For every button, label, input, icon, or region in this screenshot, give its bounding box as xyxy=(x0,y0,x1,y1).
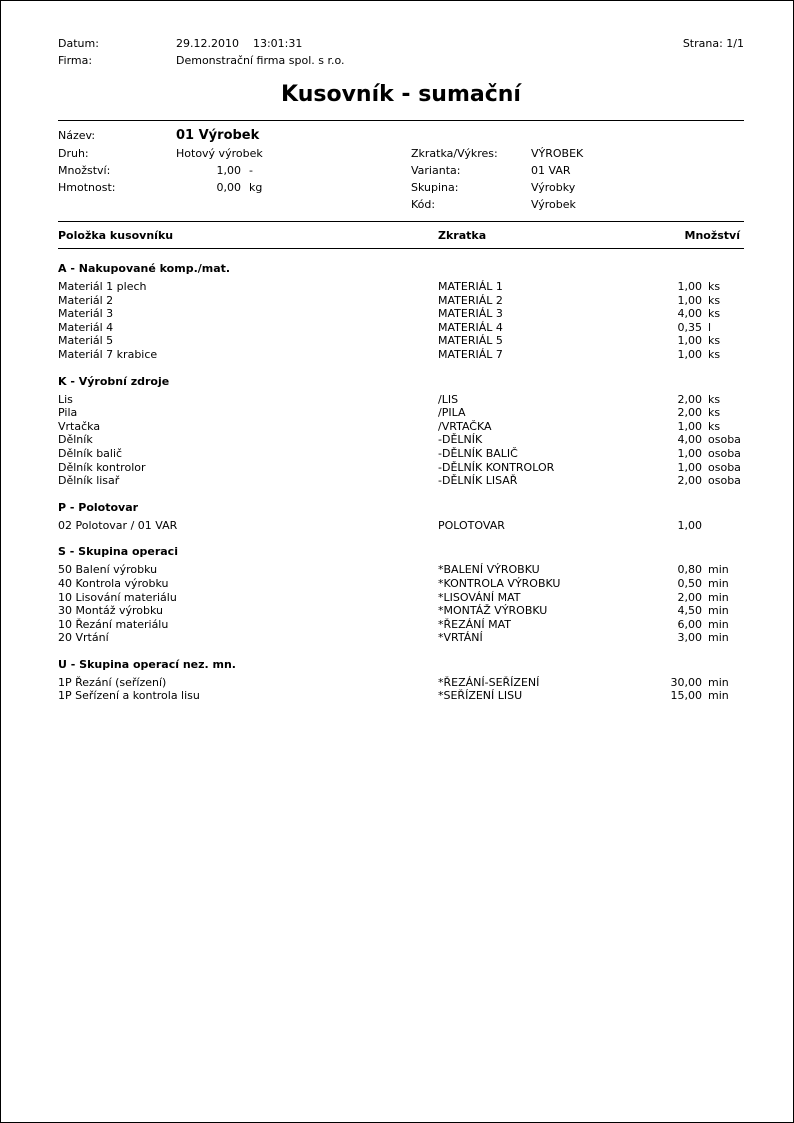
table-row xyxy=(58,577,744,591)
table-row xyxy=(58,348,744,362)
row-item: Materiál 3 xyxy=(58,307,114,321)
row-code: *MONTÁŽ VÝROBKU xyxy=(438,604,548,618)
date-value: 29.12.2010 13:01:31 xyxy=(176,37,303,50)
row-item: Materiál 4 xyxy=(58,320,114,334)
table-row xyxy=(58,294,744,308)
table-header xyxy=(58,222,744,248)
row-code: *KONTROLA VÝROBKU xyxy=(438,576,561,590)
bom-section xyxy=(58,501,744,533)
nazev-value: 01 Výrobek xyxy=(176,128,260,143)
row-item: 02 Polotovar / 01 VAR xyxy=(58,518,178,532)
report-header xyxy=(58,37,744,68)
row-item: 50 Balení výrobku xyxy=(58,563,158,577)
row-item: Dělník xyxy=(58,433,93,447)
row-unit: min xyxy=(708,631,729,645)
row-qty: 6,00 xyxy=(677,617,702,631)
report-content xyxy=(1,1,793,703)
nazev-label: Název: xyxy=(58,129,96,142)
row-item: 1P Seřízení a kontrola lisu xyxy=(58,689,200,703)
divider-table-header xyxy=(58,248,744,249)
row-item: 1P Řezání (seřízení) xyxy=(58,675,167,689)
column-header-qty: Množství xyxy=(684,229,740,242)
row-code: /PILA xyxy=(438,406,466,420)
kod-label: Kód: xyxy=(411,198,436,211)
druh-label: Druh: xyxy=(58,147,89,160)
row-unit: min xyxy=(708,563,729,577)
row-item: Pila xyxy=(58,406,78,420)
bom-sections xyxy=(58,262,744,703)
row-qty: 0,80 xyxy=(677,563,702,577)
druh-value: Hotový výrobek xyxy=(176,147,263,160)
row-unit: min xyxy=(708,675,729,689)
row-qty: 1,00 xyxy=(677,518,702,532)
row-item: Materiál 5 xyxy=(58,334,114,348)
row-unit: osoba xyxy=(708,474,741,488)
header-meta xyxy=(58,37,345,68)
row-qty: 2,00 xyxy=(677,590,702,604)
row-item: Lis xyxy=(58,392,73,406)
mnozstvi-value: 1,00 xyxy=(216,164,241,177)
bom-section xyxy=(58,375,744,488)
row-qty: 1,00 xyxy=(677,419,702,433)
row-unit: ks xyxy=(708,406,721,420)
table-row xyxy=(58,461,744,475)
row-item: 40 Kontrola výrobku xyxy=(58,576,169,590)
row-qty: 4,50 xyxy=(677,604,702,618)
row-unit: ks xyxy=(708,334,721,348)
row-code: *SEŘÍZENÍ LISU xyxy=(438,689,523,703)
row-qty: 1,00 xyxy=(677,334,702,348)
row-item: Materiál 1 plech xyxy=(58,280,147,293)
row-item: 30 Montáž výrobku xyxy=(58,604,164,618)
bom-section xyxy=(58,545,744,645)
column-header-item: Položka kusovníku xyxy=(58,229,174,242)
row-unit: min xyxy=(708,590,729,604)
row-item: 10 Řezání materiálu xyxy=(58,617,169,631)
row-unit: ks xyxy=(708,419,721,433)
row-item: 10 Lisování materiálu xyxy=(58,590,177,604)
row-item: Dělník balič xyxy=(58,446,123,460)
info-spacer xyxy=(58,196,176,213)
row-code: *VRTÁNÍ xyxy=(438,631,483,645)
row-unit: osoba xyxy=(708,460,741,474)
table-row xyxy=(58,519,744,533)
info-row-kod xyxy=(58,196,744,213)
row-item: Vrtačka xyxy=(58,419,101,433)
hmotnost-label: Hmotnost: xyxy=(58,181,116,194)
row-unit: ks xyxy=(708,307,721,321)
table-row xyxy=(58,676,744,690)
section-title: A - Nakupované komp./mat. xyxy=(58,262,231,275)
row-unit: ks xyxy=(708,392,721,406)
row-qty: 1,00 xyxy=(677,293,702,307)
row-code: -DĚLNÍK BALIČ xyxy=(438,446,518,460)
row-qty: 0,35 xyxy=(677,320,702,334)
row-code: POLOTOVAR xyxy=(438,518,505,532)
row-qty: 30,00 xyxy=(670,675,702,689)
row-qty: 2,00 xyxy=(677,392,702,406)
table-row xyxy=(58,307,744,321)
table-row xyxy=(58,447,744,461)
company-label: Firma: xyxy=(58,54,93,67)
product-info xyxy=(58,121,744,221)
table-row xyxy=(58,618,744,632)
table-row xyxy=(58,474,744,488)
varianta-label: Varianta: xyxy=(411,164,461,177)
table-row xyxy=(58,420,744,434)
row-code: MATERIÁL 5 xyxy=(438,334,503,348)
row-qty: 1,00 xyxy=(677,280,702,293)
row-code: /LIS xyxy=(438,392,459,406)
mnozstvi-unit: - xyxy=(249,164,253,177)
varianta-value: 01 VAR xyxy=(531,164,571,177)
row-unit: min xyxy=(708,617,729,631)
skupina-label: Skupina: xyxy=(411,181,459,194)
bom-section xyxy=(58,658,744,703)
section-title: P - Polotovar xyxy=(58,500,139,514)
mnozstvi-label: Množství: xyxy=(58,164,111,177)
row-qty: 15,00 xyxy=(670,689,702,703)
row-code: MATERIÁL 3 xyxy=(438,307,503,321)
row-code: *ŘEZÁNÍ MAT xyxy=(438,617,512,631)
row-item: Dělník kontrolor xyxy=(58,460,146,474)
row-unit: l xyxy=(708,320,712,334)
info-row-druh xyxy=(58,145,744,162)
row-qty: 4,00 xyxy=(677,307,702,321)
column-header-code: Zkratka xyxy=(438,229,487,242)
row-code: MATERIÁL 2 xyxy=(438,293,503,307)
row-qty: 1,00 xyxy=(677,460,702,474)
row-qty: 3,00 xyxy=(677,631,702,645)
table-row xyxy=(58,280,744,294)
company-value: Demonstrační firma spol. s r.o. xyxy=(176,54,345,67)
row-item: Dělník lisař xyxy=(58,474,120,488)
zkratka-vykres-value: VÝROBEK xyxy=(531,147,584,160)
hmotnost-value-cell xyxy=(176,179,411,196)
row-unit: min xyxy=(708,576,729,590)
hmotnost-unit: kg xyxy=(249,181,263,194)
row-code: -DĚLNÍK xyxy=(438,433,483,447)
row-qty: 1,00 xyxy=(677,347,702,361)
table-row xyxy=(58,321,744,335)
row-unit xyxy=(702,519,746,533)
section-title: K - Výrobní zdroje xyxy=(58,374,170,388)
info-row-hmotnost xyxy=(58,179,744,196)
row-code: MATERIÁL 4 xyxy=(438,320,503,334)
row-code: -DĚLNÍK LISAŘ xyxy=(438,474,518,488)
section-title: U - Skupina operací nez. mn. xyxy=(58,657,236,671)
info-row-nazev xyxy=(58,126,744,145)
info-row-mnozstvi xyxy=(58,162,744,179)
row-code: *BALENÍ VÝROBKU xyxy=(438,563,540,577)
hmotnost-value: 0,00 xyxy=(216,181,241,194)
bom-section xyxy=(58,262,744,362)
row-item: Materiál 2 xyxy=(58,293,114,307)
mnozstvi-value-cell xyxy=(176,162,411,179)
row-code: MATERIÁL 1 xyxy=(438,280,503,293)
row-code: *ŘEZÁNÍ-SEŘÍZENÍ xyxy=(438,675,540,689)
row-code: MATERIÁL 7 xyxy=(438,347,503,361)
row-unit: ks xyxy=(708,280,721,293)
row-qty: 4,00 xyxy=(677,433,702,447)
row-qty: 2,00 xyxy=(677,406,702,420)
section-title: S - Skupina operaci xyxy=(58,545,178,559)
table-row xyxy=(58,393,744,407)
row-unit: min xyxy=(708,689,729,703)
row-qty: 1,00 xyxy=(677,446,702,460)
info-spacer xyxy=(176,196,411,213)
row-item: 20 Vrtání xyxy=(58,631,109,645)
skupina-value: Výrobky xyxy=(531,181,576,194)
zkratka-vykres-label: Zkratka/Výkres: xyxy=(411,147,498,160)
table-row xyxy=(58,563,744,577)
row-unit: min xyxy=(708,604,729,618)
row-unit: osoba xyxy=(708,446,741,460)
page-number: Strana: 1/1 xyxy=(682,37,744,50)
row-unit: ks xyxy=(708,347,721,361)
date-label: Datum: xyxy=(58,37,99,50)
table-row xyxy=(58,433,744,447)
row-item: Materiál 7 krabice xyxy=(58,347,158,361)
row-code: /VRTAČKA xyxy=(438,419,492,433)
report-title: Kusovník - sumační xyxy=(281,82,521,107)
table-row xyxy=(58,406,744,420)
row-unit: osoba xyxy=(708,433,741,447)
row-qty: 0,50 xyxy=(677,576,702,590)
kod-value: Výrobek xyxy=(531,198,576,211)
table-row xyxy=(58,334,744,348)
table-row xyxy=(58,631,744,645)
table-row xyxy=(58,604,744,618)
row-code: -DĚLNÍK KONTROLOR xyxy=(438,460,555,474)
row-unit: ks xyxy=(708,293,721,307)
table-row xyxy=(58,591,744,605)
table-row xyxy=(58,689,744,703)
row-qty: 2,00 xyxy=(677,474,702,488)
row-code: *LISOVÁNÍ MAT xyxy=(438,590,521,604)
